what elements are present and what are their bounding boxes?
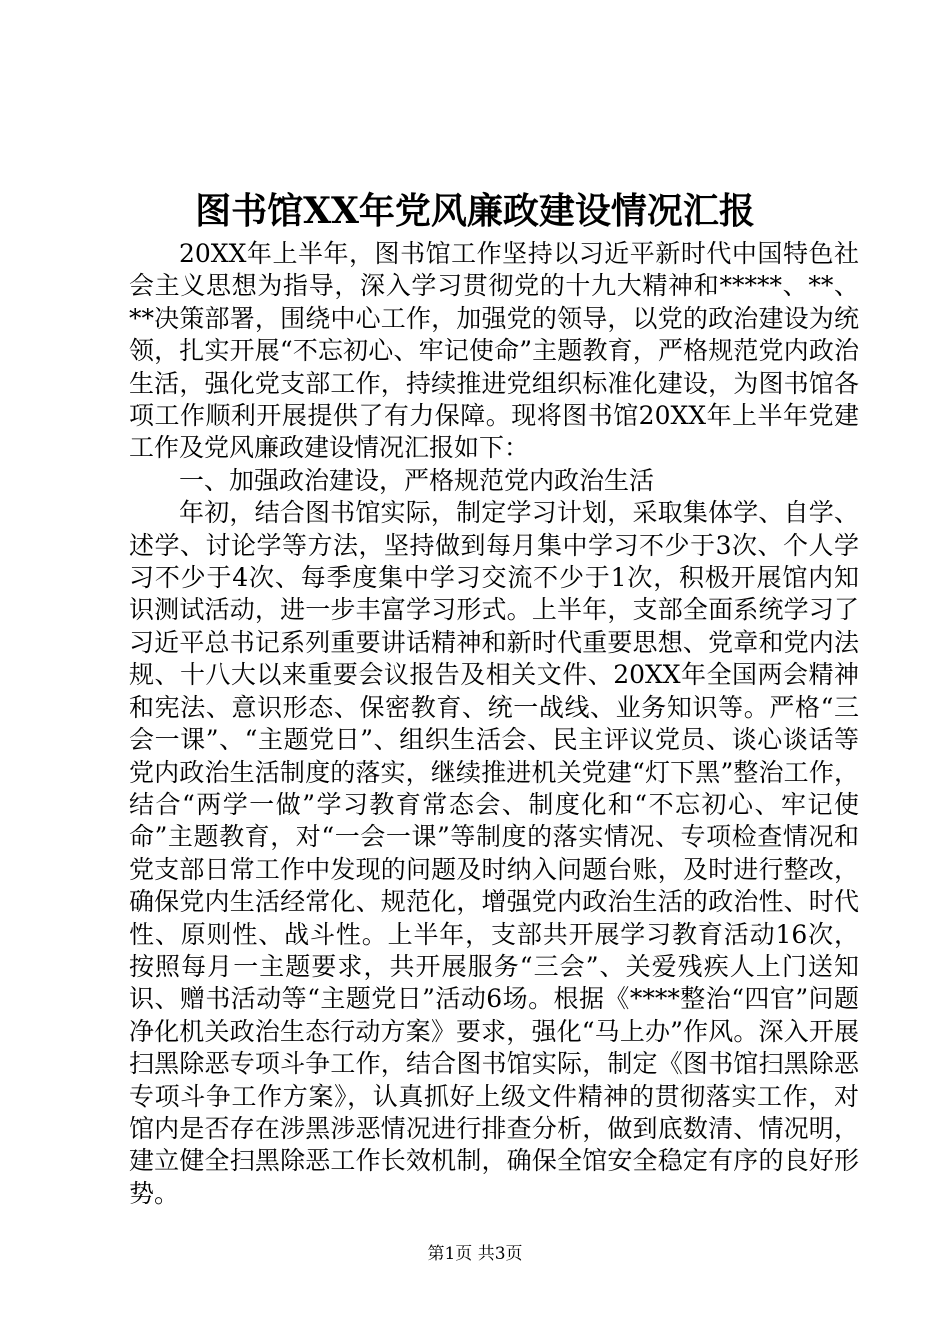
body-paragraph: 年初，结合图书馆实际，制定学习计划，采取集体学、自学、述学、讨论学等方法，坚持做到每月集中学习不少于3次、个人学习不少于4次、每季度集中学习交流不少于1次，积极开展馆内知识测试活动，进一步丰富学习形式。上半年，支部全面系统学习了习近平总书记系列重要讲话精神和新时代重要思想、党章和党内法规、十八大以来重要会议报告及相关文件、20XX年全国两会精神和宪法、意识形态、保密教育、统一战线、业务知识等。严格“三会一课”、“主题党日”、组织生活会、民主评议党员、谈心谈话等党内政治生活制度的落实，继续推进机关党建“灯下黑”整治工作，结合“两学一做”学习教育常态会、制度化和“不忘初心、牢记使命”主题教育，对“一会一课”等制度的落实情况、专项检查情况和党支部日常工作中发现的问题及时纳入问题台账，及时进行整改，确保党内生活经常化、规范化，增强党内政治生活的政治性、时代性、原则性、战斗性。上半年，支部共开展学习教育活动16次，按照每月一主题要求，共开展服务“三会”、关爱残疾人上门送知识、赠书活动等“主题党日”活动6场。根据《****整治“四官”问题净化机关政治生态行动方案》要求，强化“马上办”作风。深入开展扫黑除恶专项斗争工作，结合图书馆实际，制定《图书馆扫黑除恶专项斗争工作方案》，认真抓好上级文件精神的贯彻落实工作，对馆内是否存在涉黑涉恶情况进行排查分析，做到底数清、情况明，建立健全扫黑除恶工作长效机制，确保全馆安全稳定有序的良好形势。 [129, 498, 859, 1208]
document-title: 图书馆XX年党风廉政建设情况汇报 [195, 190, 755, 232]
page-number-footer: 第1页 共3页 [427, 1244, 523, 1264]
intro-paragraph: 20XX年上半年，图书馆工作坚持以习近平新时代中国特色社会主义思想为指导，深入学习贯彻党的十九大精神和*****、**、**决策部署，围绕中心工作，加强党的领导，以党的政治建设为统领，扎实开展“不忘初心、牢记使命”主题教育，严格规范党内政治生活，强化党支部工作，持续推进党组织标准化建设，为图书馆各项工作顺利开展提供了有力保障。现将图书馆20XX年上半年党建工作及党风廉政建设情况汇报如下： [129, 239, 859, 463]
section-heading: 一、加强政治建设，严格规范党内政治生活 [179, 465, 655, 495]
document-body [129, 238, 859, 1210]
